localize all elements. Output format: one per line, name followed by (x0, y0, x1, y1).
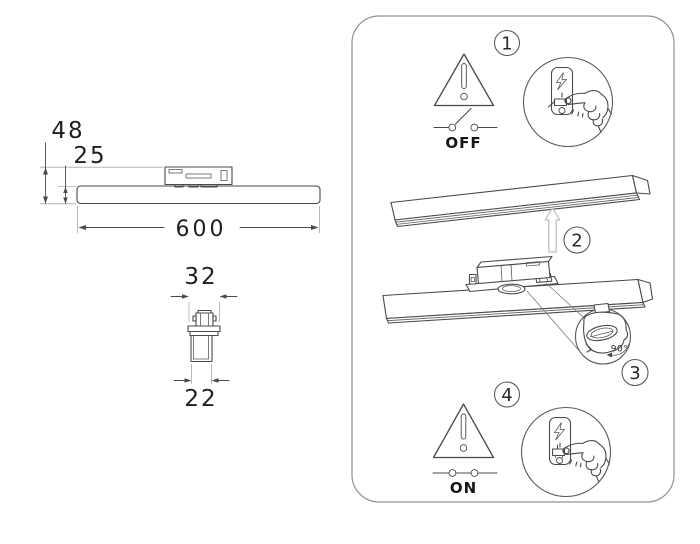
step-4-magnifier (522, 408, 611, 497)
dim-bar-height-label: 25 (73, 143, 107, 169)
switch-off-label: OFF (445, 134, 482, 152)
step-1 (434, 31, 613, 153)
step-2 (383, 176, 653, 324)
switch-on-label: ON (449, 479, 478, 497)
step-3-magnifier (576, 304, 631, 365)
track-adapter-side (165, 167, 232, 187)
arrow-up-icon (545, 208, 560, 252)
switch-closed-icon (433, 470, 497, 477)
switch-open-icon (434, 109, 497, 131)
dim-total-height-label: 48 (51, 118, 85, 144)
track-rail-3d (391, 176, 650, 227)
step-2-number: 2 (571, 230, 583, 252)
side-view-drawing (40, 118, 320, 242)
dim-head-width-label: 32 (184, 264, 218, 290)
step-1-number: 1 (501, 33, 513, 55)
dim-length-label: 600 (175, 217, 227, 242)
step-1-magnifier (524, 58, 613, 147)
light-bar-side (77, 186, 320, 204)
step-4-number: 4 (501, 385, 513, 406)
adapter-front-drawing (171, 264, 237, 412)
track-adapter-front (188, 311, 220, 362)
instruction-panel (352, 16, 674, 502)
step-3-number: 3 (629, 363, 641, 384)
dimension-22 (174, 364, 229, 412)
step-4 (433, 382, 611, 497)
dim-body-width-label: 22 (184, 386, 218, 412)
dimension-600 (79, 217, 319, 242)
warning-triangle-icon (434, 404, 494, 458)
warning-triangle-icon (435, 54, 494, 106)
rotation-angle-label: 90° (610, 344, 629, 355)
